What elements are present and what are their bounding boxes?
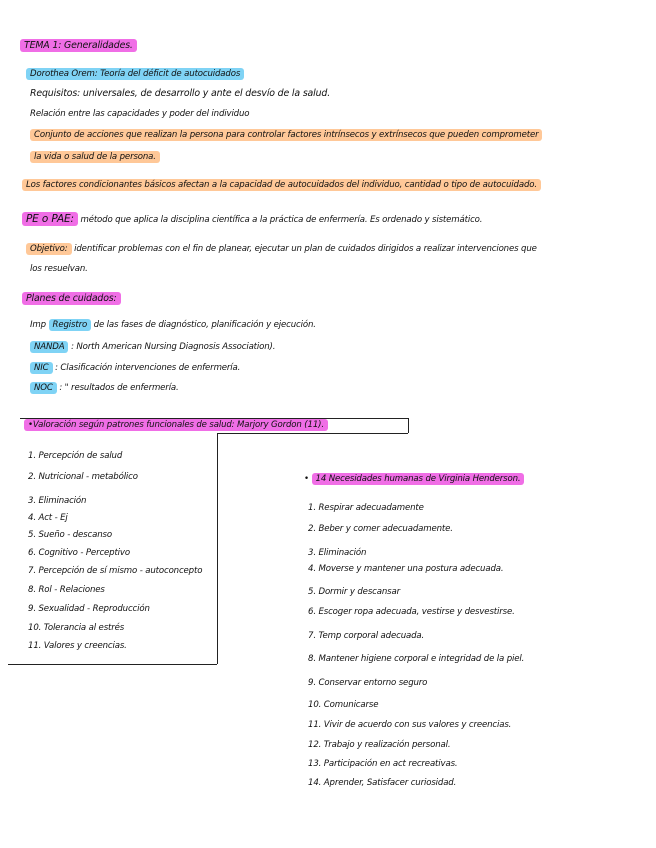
necesidades-item: 3. Eliminación xyxy=(308,548,367,558)
necesidades-item: 7. Temp corporal adecuada. xyxy=(308,631,425,641)
pe-label: PE o PAE: xyxy=(22,212,78,226)
planes-nic-line xyxy=(30,361,240,375)
nic-text: : Clasificación intervenciones de enfermería. xyxy=(55,363,241,373)
valoracion-item: 8. Rol - Relaciones xyxy=(28,585,105,595)
imp-text: de las fases de diagnóstico, planificación y ejecución. xyxy=(93,320,316,330)
conjunto-line-1 xyxy=(30,128,542,142)
factores-text: Los factores condicionantes básicos afectan a la capacidad de autocuidados del individuo, cantidad o tipo de autocuidado. xyxy=(22,179,541,191)
conjunto-text-2: la vida o salud de la persona. xyxy=(30,151,160,163)
necesidades-item: 9. Conservar entorno seguro xyxy=(308,678,428,688)
necesidades-item: 14. Aprender, Satisfacer curiosidad. xyxy=(308,778,457,788)
valoracion-item: 5. Sueño - descanso xyxy=(28,530,112,540)
title-text: TEMA 1: Generalidades. xyxy=(20,39,137,52)
imp-highlight: Registro xyxy=(49,319,92,331)
necesidades-item: 8. Mantener higiene corporal e integridad de la piel. xyxy=(308,654,525,664)
valoracion-item: 2. Nutricional - metabólico xyxy=(28,472,138,482)
imp-label: Imp xyxy=(30,320,46,330)
necesidades-item: 4. Moverse y mantener una postura adecuada. xyxy=(308,564,504,574)
nic-label: NIC xyxy=(30,362,53,374)
necesidades-bullet: • xyxy=(304,474,309,484)
objetivo-text-1: identificar problemas con el fin de planear, ejecutar un plan de cuidados dirigidos a realizar intervenciones que xyxy=(74,244,537,254)
valoracion-frame-right xyxy=(408,418,409,433)
conjunto-text-1: Conjunto de acciones que realizan la persona para controlar factores intrínsecos y extrínsecos que pueden comprometer xyxy=(30,129,542,141)
necesidades-item: 5. Dormir y descansar xyxy=(308,587,400,597)
valoracion-item: 3. Eliminación xyxy=(28,496,87,506)
page-title xyxy=(20,39,137,53)
valoracion-frame-vertical xyxy=(217,433,218,664)
necesidades-item: 12. Trabajo y realización personal. xyxy=(308,740,451,750)
necesidades-item: 13. Participación en act recreativas. xyxy=(308,759,458,769)
valoracion-item: 11. Valores y creencias. xyxy=(28,641,127,651)
valoracion-heading xyxy=(24,418,328,432)
valoracion-item: 4. Act - Ej xyxy=(28,513,68,523)
valoracion-item: 10. Tolerancia al estrés xyxy=(28,623,125,633)
pe-text: método que aplica la disciplina científica a la práctica de enfermería. Es ordenado y sistemático. xyxy=(80,215,483,225)
planes-title: Planes de cuidados: xyxy=(22,292,121,305)
noc-label: NOC xyxy=(30,382,57,394)
factores-line xyxy=(22,178,642,192)
planes-nanda-line xyxy=(30,340,275,354)
valoracion-frame-bottom xyxy=(8,664,217,665)
valoracion-item: 7. Percepción de sí mismo - autoconcepto xyxy=(28,566,203,576)
planes-noc-line xyxy=(30,381,179,395)
necesidades-item: 10. Comunicarse xyxy=(308,700,379,710)
necesidades-title: 14 Necesidades humanas de Virginia Henderson. xyxy=(312,473,525,485)
pe-line xyxy=(22,212,482,227)
nanda-text: : North American Nursing Diagnosis Association). xyxy=(71,342,276,352)
valoracion-frame-mid xyxy=(217,433,408,434)
dorothea-text: Dorothea Orem: Teoría del déficit de autocuidados xyxy=(26,68,244,80)
nanda-label: NANDA xyxy=(30,341,68,353)
objetivo-line-1 xyxy=(26,242,537,256)
necesidades-item: 2. Beber y comer adecuadamente. xyxy=(308,524,453,534)
noc-text: : " resultados de enfermería. xyxy=(59,383,179,393)
necesidades-item: 6. Escoger ropa adecuada, vestirse y desvestirse. xyxy=(308,607,515,617)
conjunto-line-2 xyxy=(30,150,160,164)
dorothea-heading xyxy=(26,67,244,81)
valoracion-item: 9. Sexualidad - Reproducción xyxy=(28,604,150,614)
requisitos-line: Requisitos: universales, de desarrollo y ante el desvío de la salud. xyxy=(30,88,331,99)
valoracion-title: •Valoración según patrones funcionales de salud: Marjory Gordon (11). xyxy=(24,419,328,431)
necesidades-heading xyxy=(304,472,524,486)
planes-heading xyxy=(22,292,121,306)
relacion-line: Relación entre las capacidades y poder del individuo xyxy=(30,109,250,119)
valoracion-item: 1. Percepción de salud xyxy=(28,451,123,461)
objetivo-line-2: los resuelvan. xyxy=(30,264,88,274)
objetivo-label: Objetivo: xyxy=(26,243,72,255)
valoracion-item: 6. Cognitivo - Perceptivo xyxy=(28,548,130,558)
necesidades-item: 11. Vivir de acuerdo con sus valores y creencias. xyxy=(308,720,512,730)
necesidades-item: 1. Respirar adecuadamente xyxy=(308,503,424,513)
planes-imp-line xyxy=(30,318,316,332)
